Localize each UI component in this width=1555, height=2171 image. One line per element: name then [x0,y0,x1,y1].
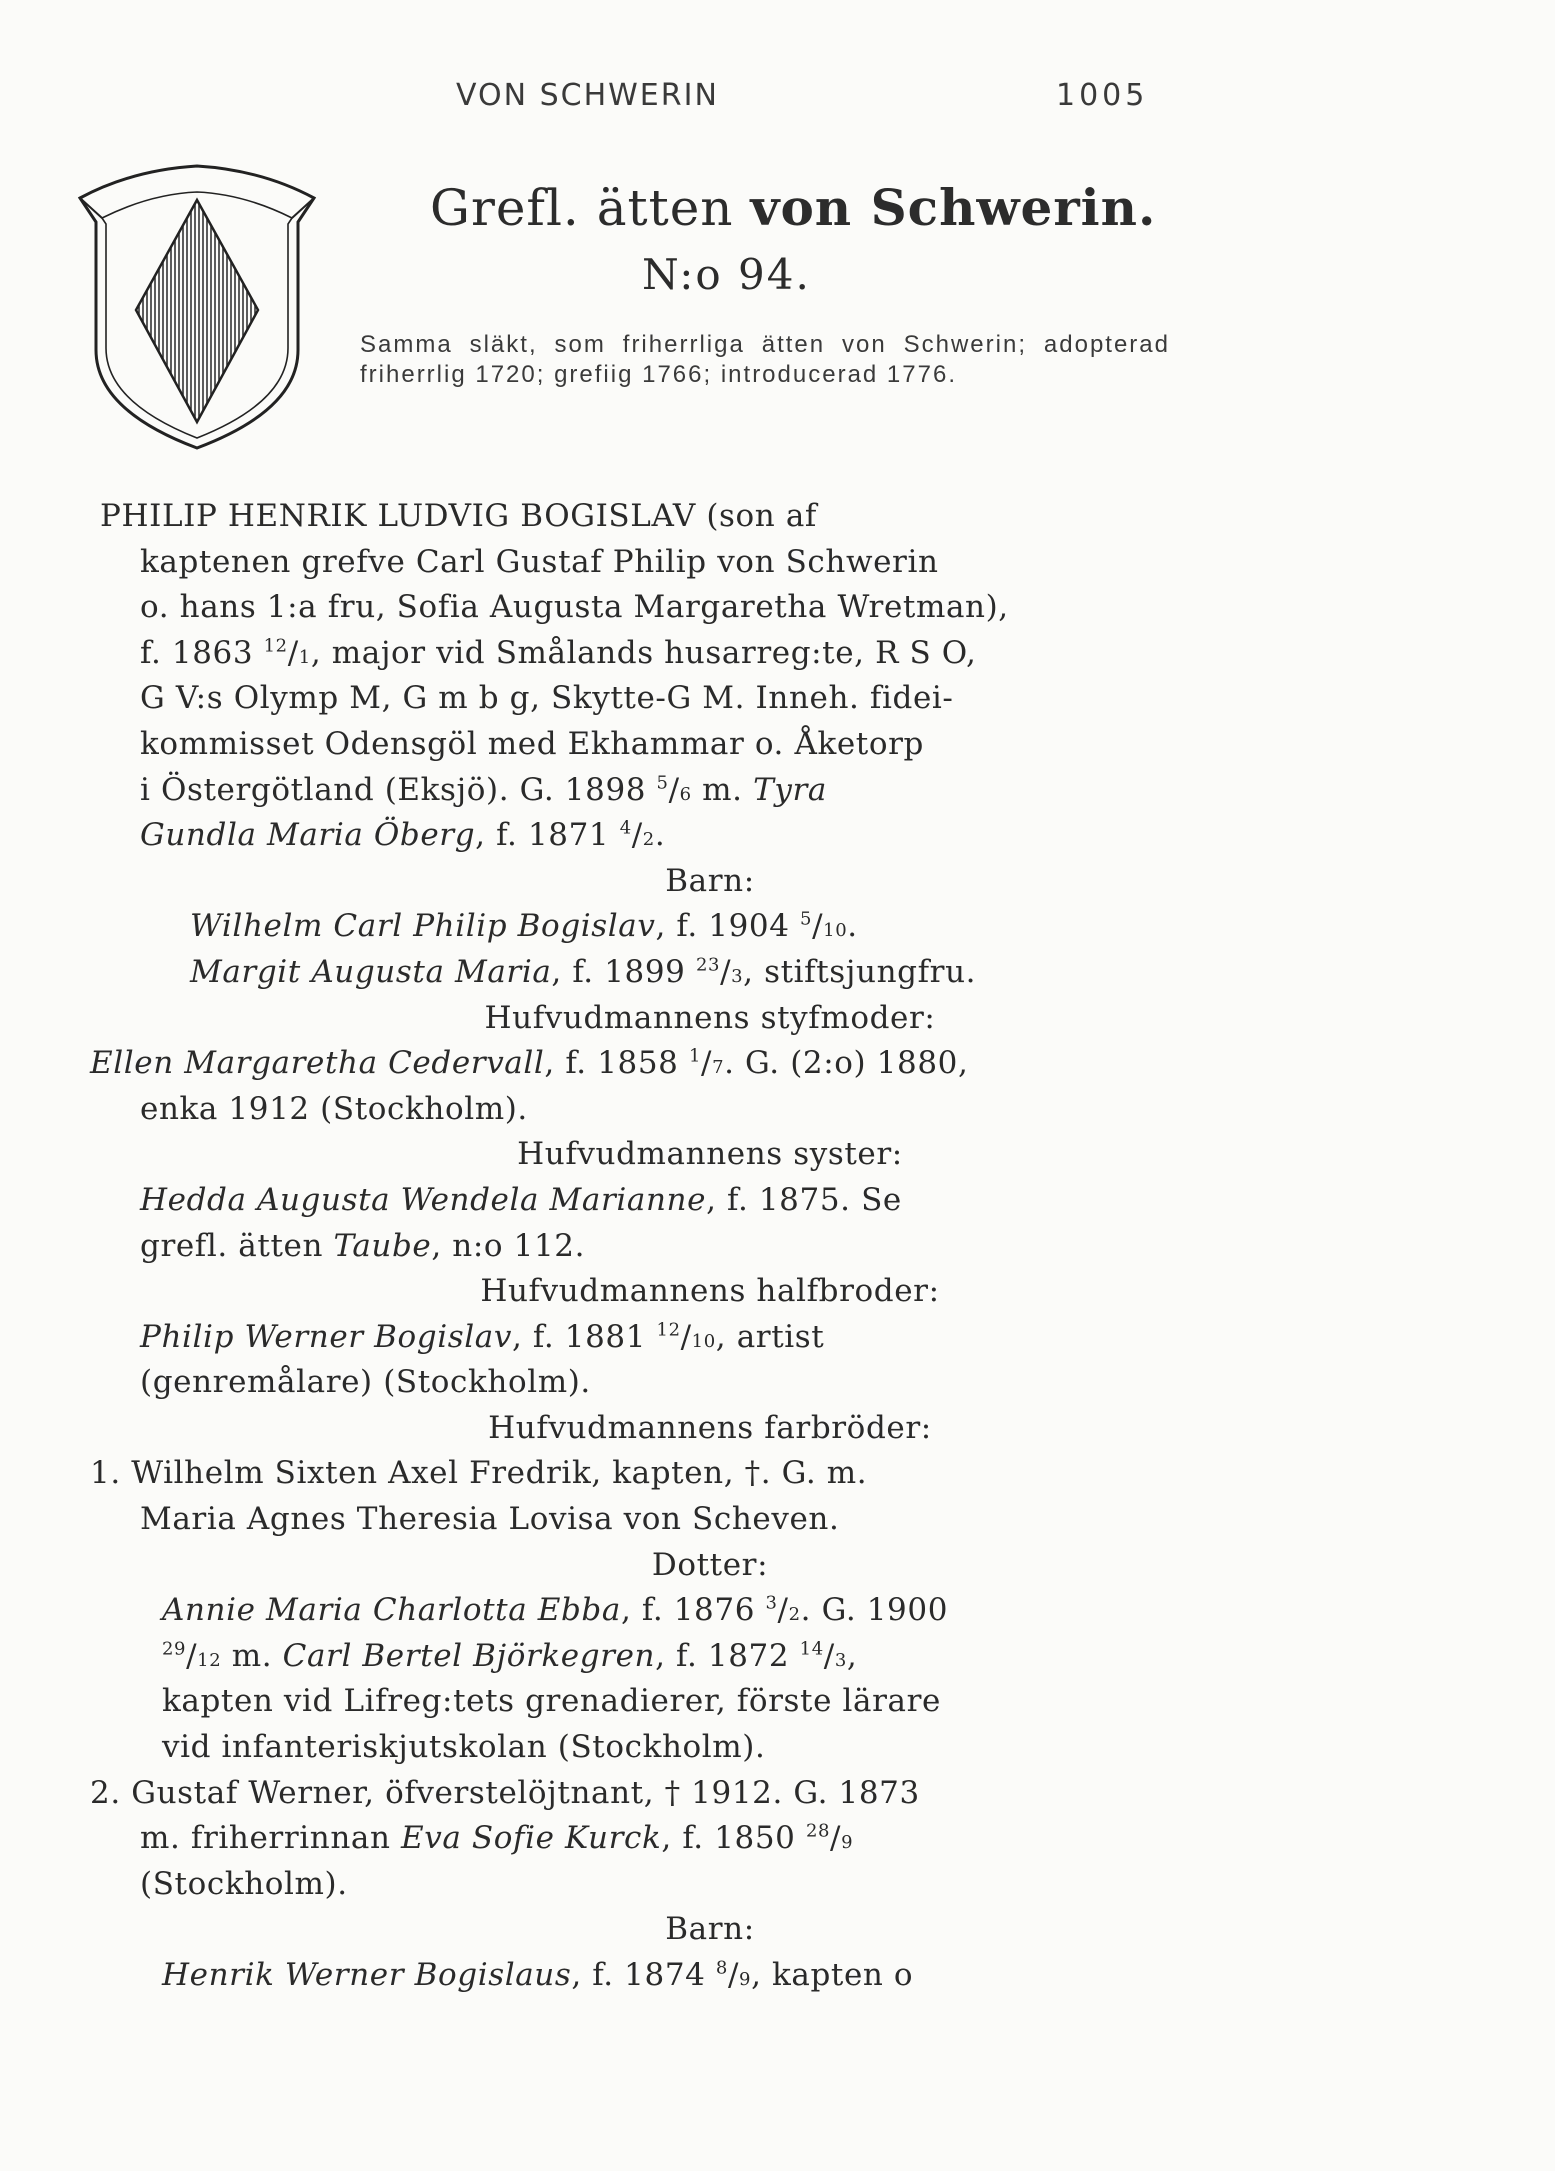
text-span: Hufvudmannens syster: [517,1136,903,1173]
text-span: / [830,1820,842,1857]
text-span: / [186,1637,198,1674]
text-line [140,1953,1170,1999]
text-line [140,768,1170,814]
text-italic: Hedda Augusta Wendela Marianne [140,1181,707,1218]
text-sub: 10 [823,920,848,942]
text-sup: 14 [799,1638,824,1660]
text-line [90,1041,1170,1087]
text-span: . [847,908,858,945]
text-span: / [680,1318,692,1355]
text-italic: Taube [333,1227,432,1264]
text-sub: 1 [298,646,311,668]
text-span: kaptenen grefve Carl Gustaf Philip von Schwerin [140,543,939,580]
text-span: Hufvudmannens halfbroder: [480,1273,940,1310]
text-span: Barn: [665,1911,755,1948]
text-line [140,1907,1170,1953]
text-italic: Wilhelm Carl Philip Bogislav [190,908,656,945]
text-span: enka 1912 (Stockholm). [140,1090,528,1127]
text-span: , f. 1858 [544,1045,689,1082]
text-span: , f. 1871 [475,817,620,854]
text-span: , kapten o [751,1957,914,1993]
text-italic: Philip Werner Bogislav [140,1318,512,1355]
text-line [140,1406,1170,1452]
text-span: kommisset Odensgöl med Ekhammar o. Åketorp [140,725,924,762]
shield-with-lozenge-icon [62,160,332,460]
page-number: 1005 [1056,78,1149,113]
text-sub: 2 [788,1604,801,1626]
family-title [430,178,1156,237]
text-sub: 10 [691,1330,716,1352]
text-span: , f. 1875. Se [706,1181,902,1218]
text-italic: Tyra [753,771,827,808]
text-line [140,585,1170,631]
text-span: , artist [715,1318,825,1355]
text-span: f. 1863 [140,634,264,671]
text-line [140,1360,1170,1406]
text-span: , f. 1872 [655,1637,800,1674]
genealogy-text [90,494,1170,1999]
text-span: / [668,771,680,808]
title-plain: Grefl. ätten [430,179,751,237]
text-span: , [846,1637,858,1674]
text-span: / [287,634,299,671]
text-line [90,1451,1170,1497]
text-span: , major vid Smålands husarreg:te, R S O, [310,634,977,671]
text-line [140,950,1170,996]
text-span: Dotter: [651,1546,769,1583]
running-header-title: VON SCHWERIN [456,78,719,113]
text-line [140,1588,1170,1634]
text-sup: 23 [695,954,721,976]
text-line [140,813,1170,859]
intro-paragraph: Samma släkt, som friherrliga ätten von Schwerin; adopterad friherrlig 1720; grefiig 1766; introducerad 1776. [360,331,1170,388]
text-line [140,1269,1170,1315]
text-line [140,1634,1170,1680]
text-span: , f. 1876 [620,1592,766,1629]
text-span: / [777,1592,789,1629]
text-span: / [701,1045,713,1082]
text-span: / [631,817,643,854]
text-span: . G. 1900 [800,1592,949,1629]
text-span: o. hans 1:a fru, Sofia Augusta Margaretha Wretman), [140,589,1009,626]
text-line [140,1178,1170,1224]
text-span: m. friherrinnan [140,1820,402,1857]
text-span: . G. (2:o) 1880, [724,1045,969,1082]
text-sub: 9 [739,1969,752,1990]
text-span: (Stockholm). [140,1865,348,1902]
text-sub: 3 [834,1649,847,1671]
text-span: (genremålare) (Stockholm). [140,1364,591,1401]
text-italic: Gundla Maria Öberg [140,817,476,854]
text-italic: Eva Sofie Kurck [401,1820,662,1857]
text-span: 2. Gustaf Werner, öfverstelöjtnant, † 1912. G. 1873 [90,1774,920,1811]
text-line [100,494,1170,540]
text-span: / [823,1637,835,1674]
text-span: , f. 1850 [661,1820,806,1857]
text-span: / [727,1957,740,1993]
text-line [140,1679,1170,1725]
text-line [90,1771,1170,1817]
text-line [140,1132,1170,1178]
text-sub: 9 [841,1832,854,1854]
text-italic: Margit Augusta Maria [190,953,552,990]
text-span: i Östergötland (Eksjö). G. 1898 [140,771,657,808]
family-number: N:o 94. [642,250,811,299]
text-span: 1. Wilhelm Sixten Axel Fredrik, kapten, †. G. m. [90,1455,868,1492]
text-line [140,996,1170,1042]
text-line [140,1087,1170,1133]
text-line [140,676,1170,722]
text-sup: 5 [656,772,669,794]
text-sup: 4 [619,817,632,839]
text-italic: Ellen Margaretha Cedervall [90,1045,545,1082]
text-sup: 29 [162,1638,187,1660]
text-span: kapten vid Lifreg:tets grenadierer, förste lärare [162,1683,941,1720]
text-span: / [812,908,824,945]
text-sup: 1 [688,1045,702,1067]
text-span: . [654,817,666,854]
text-sup: 12 [263,635,288,657]
text-span: , n:o 112. [431,1227,586,1264]
text-sub: 7 [712,1057,725,1079]
text-span: Barn: [665,862,755,899]
text-sub: 2 [642,829,655,851]
text-span: grefl. ätten [140,1227,334,1264]
text-line [140,1543,1170,1589]
text-span: / [720,953,732,990]
text-sup: 3 [765,1592,778,1614]
text-span: vid infanteriskjutskolan (Stockholm). [162,1729,766,1766]
text-span: m. [691,771,754,808]
text-italic: Carl Bertel Björkegren [282,1637,656,1674]
text-span: m. [221,1637,283,1674]
text-span: G V:s Olymp M, G m b g, Skytte-G M. Inneh. fidei- [140,680,954,717]
text-line [140,1497,1170,1543]
text-span: Hufvudmannens farbröder: [488,1409,932,1446]
text-line [140,1315,1170,1361]
text-line [140,722,1170,768]
text-line [140,859,1170,905]
text-line [140,631,1170,677]
text-line [140,1862,1170,1908]
text-sub: 6 [679,783,692,805]
text-sub: 3 [731,965,744,987]
text-span: , f. 1899 [551,953,696,990]
text-italic: Henrik Werner Bogislaus [162,1957,572,1993]
title-bold: von Schwerin. [750,178,1157,237]
text-span: , f. 1881 [511,1318,657,1355]
text-span: , stiftsjungfru. [743,953,977,990]
text-span: , f. 1904 [655,908,801,945]
text-line [140,1725,1170,1771]
text-sup: 8 [715,1957,728,1979]
text-line [140,540,1170,586]
text-span: PHILIP HENRIK LUDVIG BOGISLAV (son af [100,498,817,534]
text-sup: 12 [656,1319,681,1341]
text-line [140,904,1170,950]
text-span: , f. 1874 [571,1957,716,1993]
text-sub: 12 [197,1649,222,1671]
text-sup: 5 [800,909,813,931]
text-line [140,1816,1170,1862]
text-italic: Annie Maria Charlotta Ebba [162,1592,621,1629]
text-sup: 28 [805,1820,831,1842]
text-span: Hufvudmannens styfmoder: [484,999,936,1036]
text-line [140,1224,1170,1270]
text-span: Maria Agnes Theresia Lovisa von Scheven. [140,1501,840,1538]
